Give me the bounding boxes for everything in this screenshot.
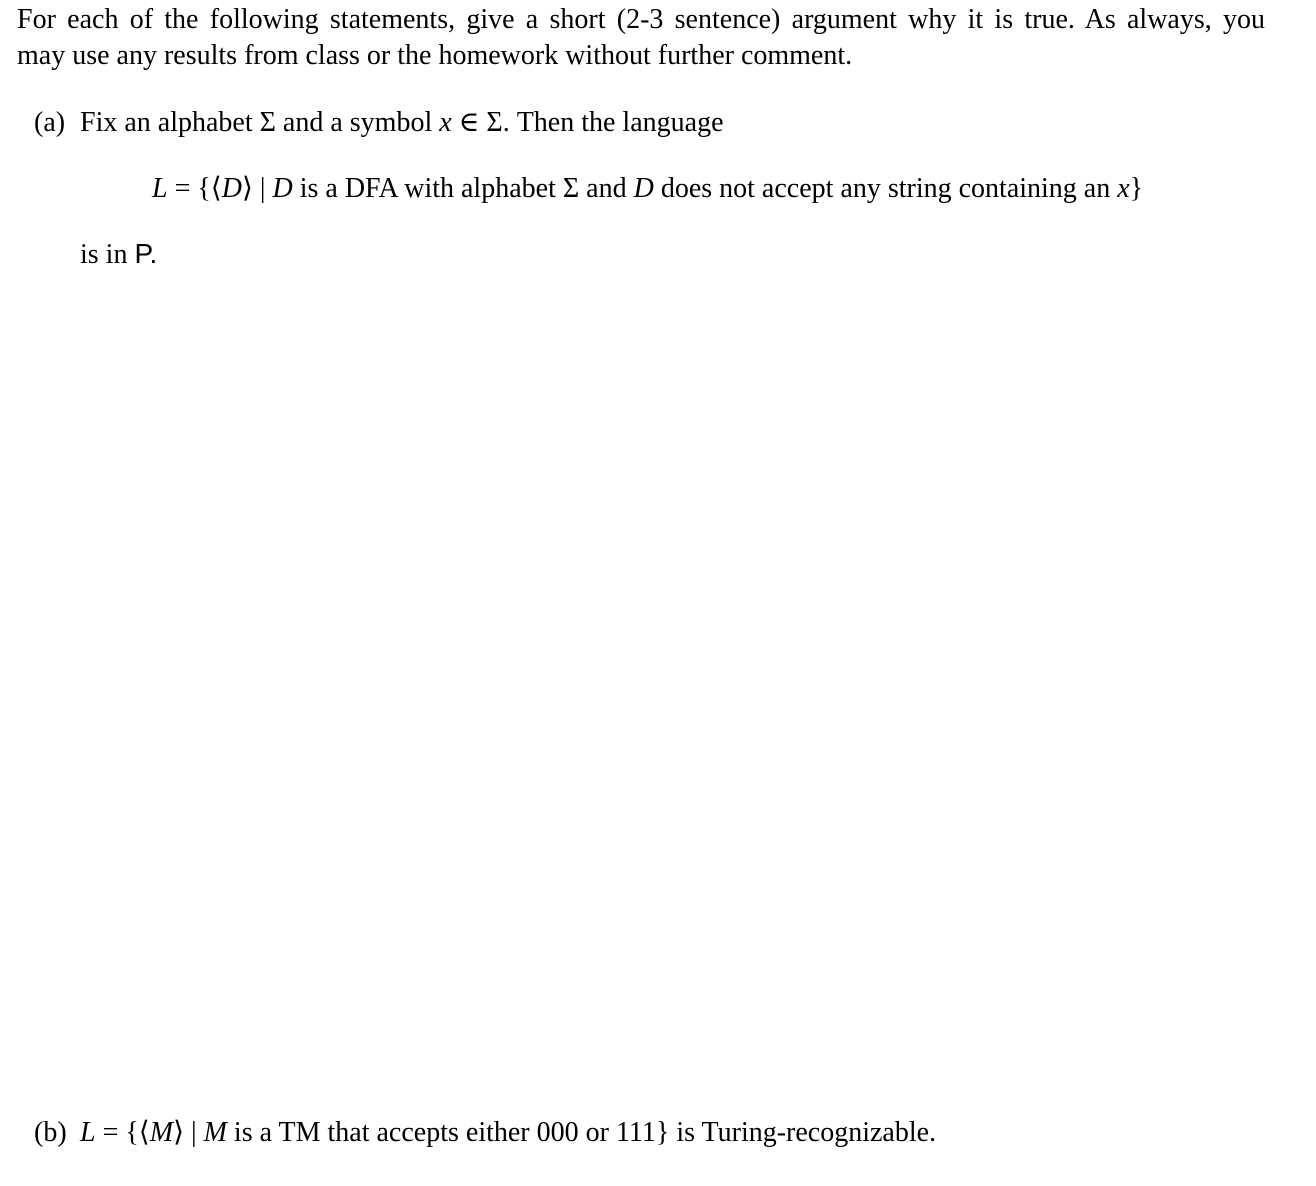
instructions-line-2: may use any results from class or the homework without further comment.	[17, 40, 853, 71]
problem-a-label: (a)	[34, 107, 66, 138]
problem-a-statement	[34, 105, 724, 141]
eq-b-M1: M	[149, 1117, 174, 1148]
problem-a-conclusion	[80, 236, 157, 273]
eq-a-D2: D	[272, 173, 293, 204]
problem-b-tail-text: is Turing-recognizable.	[669, 1117, 937, 1148]
eq-b-L: L	[80, 1117, 96, 1148]
problem-a-tail-period: .	[149, 238, 158, 269]
eq-a-end: }	[1129, 173, 1144, 204]
problem-a-text-start: Fix an alphabet Σ and a symbol	[80, 107, 440, 138]
problem-a-tail-text: is in	[80, 239, 135, 270]
problem-a-var-x: x	[439, 107, 452, 138]
eq-b-M2: M	[203, 1117, 227, 1148]
eq-a-open: = {⟨	[167, 173, 222, 204]
eq-a-D1: D	[221, 173, 242, 204]
instructions-line-1: For each of the following statements, give a short (2-3 sentence) argument why it is true. As always, you	[17, 4, 1265, 35]
eq-b-open: = {⟨	[95, 1117, 150, 1148]
eq-a-x: x	[1117, 173, 1130, 204]
eq-b-close-bar: ⟩ |	[173, 1117, 204, 1148]
problem-a-text-mid: ∈ Σ. Then the language	[451, 107, 724, 138]
eq-a-text1: is a DFA with alphabet Σ and	[292, 173, 634, 204]
eq-b-text: is a TM that accepts either 000 or 111}	[226, 1117, 670, 1148]
problem-a-language-definition	[152, 171, 1143, 207]
eq-a-D3: D	[633, 173, 654, 204]
problem-b-label: (b)	[34, 1117, 67, 1148]
eq-a-L: L	[152, 173, 168, 204]
problem-b-statement	[34, 1115, 936, 1151]
eq-a-close-bar: ⟩ |	[241, 173, 273, 204]
complexity-class-p: P	[134, 238, 150, 269]
instructions-paragraph	[17, 2, 1287, 74]
eq-a-text2: does not accept any string containing an	[653, 173, 1118, 204]
